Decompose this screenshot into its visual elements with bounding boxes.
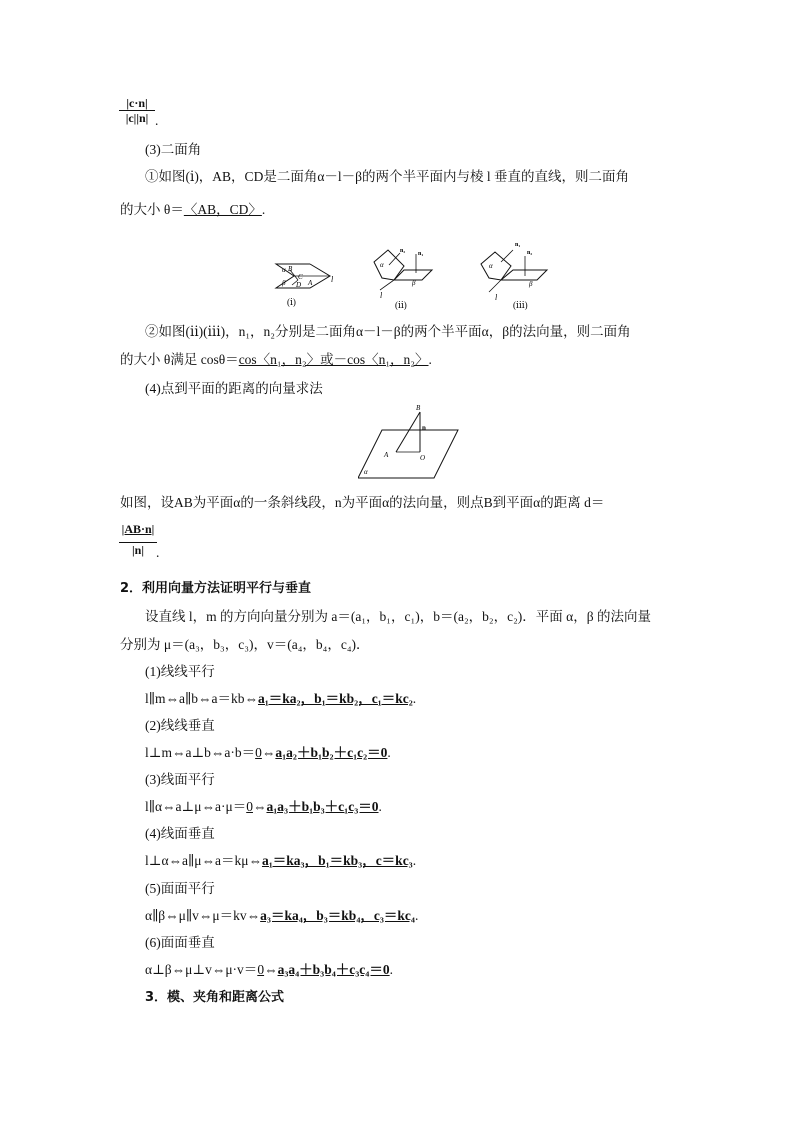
item-2-tail: .	[387, 745, 391, 760]
svg-text:n₁: n₁	[515, 242, 521, 248]
svg-text:n₂: n₂	[400, 248, 406, 254]
p2-tail: .	[428, 352, 432, 367]
section-3-title: (3)二面角	[145, 142, 202, 157]
svg-text:α: α	[380, 261, 384, 269]
dihedral-figure-iii	[475, 232, 555, 312]
svg-text:D: D	[296, 281, 302, 289]
item-3-answer: a₁a₃＋b₁b₃＋c₁c₃＝0	[266, 799, 379, 814]
paragraph-1-line-1: ①如图(ⅰ)，AB，CD是二面角α－l－β的两个半平面内与棱 l 垂直的直线，则二面角	[145, 169, 630, 184]
item-3-tail: .	[378, 799, 382, 814]
svg-text:α: α	[282, 266, 286, 274]
paragraph-1-line-2	[120, 201, 265, 219]
item-6-tail: .	[389, 962, 393, 977]
item-6-zero: 0	[257, 962, 265, 977]
item-1-title: (1)线线平行	[145, 664, 215, 679]
distance-fraction	[119, 522, 157, 557]
figure-ii-caption: (ⅱ)	[395, 300, 407, 310]
svg-text:n: n	[422, 424, 426, 432]
item-3-zero: 0	[246, 799, 253, 814]
paragraph-3: 如图，设AB为平面α的一条斜线段，n为平面α的法向量，则点B到平面α的距离 d＝	[120, 495, 605, 510]
item-6-answer: a₃a₄＋b₃b₄＋c₃c₄＝0	[277, 962, 390, 977]
fraction-denominator: |c||n|	[119, 110, 155, 125]
item-4-tail: .	[412, 853, 417, 868]
item-1-tail: .	[412, 691, 417, 706]
fraction-numerator: |c·n|	[126, 96, 148, 110]
p1-lead: 的大小 θ＝	[120, 202, 184, 217]
svg-text:β: β	[282, 279, 286, 287]
item-3-formula	[145, 798, 382, 816]
item-1-answer: a₁＝ka₂，b₁＝kb₂，c₁＝kc₂	[257, 691, 413, 706]
dihedral-figure-ii	[370, 240, 440, 312]
item-3-title: (3)线面平行	[145, 772, 215, 787]
svg-text:β: β	[529, 280, 533, 288]
item-4-lead: l⊥α⇔a∥μ⇔a＝kμ⇔	[145, 853, 262, 868]
p1-answer: 〈AB，CD〉	[183, 202, 262, 217]
item-2-title: (2)线线垂直	[145, 718, 215, 733]
item-2-zero: 0	[255, 745, 262, 760]
heading-3: 3．模、夹角和距离公式	[145, 990, 285, 1005]
item-2-lead: l⊥m⇔a⊥b⇔a·b＝	[145, 745, 256, 760]
item-5-lead: α∥β⇔μ∥v⇔μ＝kv⇔	[145, 908, 261, 923]
paragraph-4-line-2: 分别为 μ＝(a₃，b₃，c₃)，v＝(a₄，b₄，c₄)．	[120, 637, 370, 652]
item-3-lead: l∥α⇔a⊥μ⇔a·μ＝	[145, 799, 247, 814]
section-4-title: (4)点到平面的距离的向量求法	[145, 381, 323, 396]
item-4-formula	[145, 852, 416, 870]
item-5-formula	[145, 907, 418, 925]
svg-text:C: C	[298, 273, 303, 281]
svg-text:A: A	[308, 279, 313, 287]
distance-period: .	[156, 545, 160, 560]
paragraph-2-line-2	[120, 351, 432, 369]
svg-text:l: l	[380, 291, 383, 300]
item-6-lead: α⊥β⇔μ⊥v⇔μ·v＝	[145, 962, 258, 977]
p2-lead: 的大小 θ满足 cosθ＝	[120, 352, 239, 367]
item-4-title: (4)线面垂直	[145, 826, 215, 841]
item-1-formula	[145, 690, 416, 708]
distance-denominator: |n|	[119, 542, 157, 557]
svg-text:β: β	[412, 279, 416, 287]
svg-text:l: l	[495, 293, 498, 302]
svg-text:B: B	[288, 265, 293, 273]
distance-numerator: |AB·n|	[121, 522, 155, 536]
item-2-formula	[145, 744, 391, 762]
item-2-mid: ⇔	[261, 745, 276, 760]
figure-iii-caption: (ⅲ)	[513, 300, 528, 310]
top-fraction	[119, 96, 155, 125]
item-6-formula	[145, 961, 393, 979]
svg-text:n₂: n₂	[527, 250, 533, 256]
item-5-tail: .	[414, 908, 419, 923]
item-2-answer: a₁a₂＋b₁b₂＋c₁c₂＝0	[275, 745, 388, 760]
paragraph-2-line-1: ②如图(ⅱ)(ⅲ)，n₁，n₂分别是二面角α－l－β的两个半平面α，β的法向量，则二面角	[145, 324, 631, 339]
paragraph-4-line-1: 设直线 l，m 的方向向量分别为 a＝(a₁，b₁，c₁)，b＝(a₂，b₂，c₂)．平面 α，β 的法向量	[145, 609, 651, 624]
dihedral-figure-i	[268, 252, 338, 312]
item-5-title: (5)面面平行	[145, 881, 215, 896]
heading-2: 2．利用向量方法证明平行与垂直	[120, 581, 312, 596]
item-6-mid: ⇔	[264, 962, 278, 977]
item-5-answer: a₃＝ka₄，b₃＝kb₄，c₃＝kc₄	[260, 908, 415, 923]
figure-i-caption: (ⅰ)	[287, 297, 296, 307]
svg-text:O: O	[420, 454, 426, 462]
item-1-lead: l∥m⇔a∥b⇔a＝kb⇔	[145, 691, 258, 706]
fraction-period: .	[155, 113, 159, 128]
svg-text:α: α	[364, 468, 368, 476]
item-4-answer: a₁＝ka₃，b₁＝kb₃，c＝kc₃	[261, 853, 413, 868]
svg-text:l: l	[331, 275, 334, 284]
svg-text:B: B	[416, 404, 421, 412]
item-6-title: (6)面面垂直	[145, 935, 215, 950]
svg-text:n₁: n₁	[418, 251, 424, 257]
point-plane-distance-figure	[358, 400, 462, 482]
p1-tail: .	[261, 202, 266, 217]
item-3-mid: ⇔	[252, 799, 267, 814]
p2-answer: cos〈n₁，n₂〉或－cos〈n₁，n₂〉	[238, 352, 429, 367]
svg-text:A: A	[384, 451, 389, 459]
svg-text:α: α	[489, 262, 493, 270]
